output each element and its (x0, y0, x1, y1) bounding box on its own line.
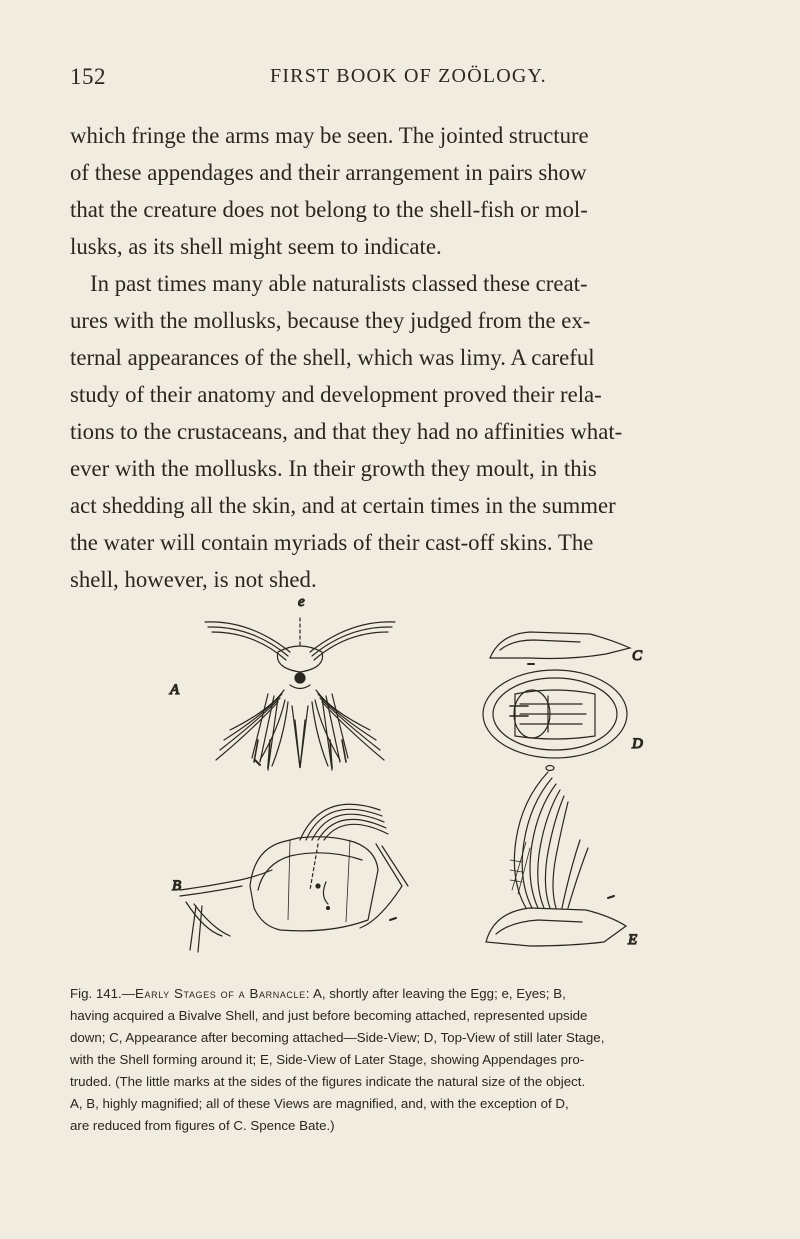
barnacle-illustration (150, 590, 690, 975)
running-head (0, 64, 800, 94)
caption-line (70, 983, 782, 1005)
caption-fig-title: Early Stages of a Barnacle: (135, 986, 311, 1001)
caption-fig-label: Fig. 141.— (70, 986, 136, 1001)
caption-line: down; C, Appearance after becoming attached—Side-View; D, Top-View of still later Stage, (70, 1030, 605, 1045)
caption-line: with the Shell forming around it; E, Side-View of Later Stage, showing Appendages pro- (70, 1052, 585, 1067)
figure-label-d: D (632, 736, 643, 752)
caption-line: A, B, highly magnified; all of these Views are magnified, and, with the exception of D, (70, 1096, 569, 1111)
running-title: FIRST BOOK OF ZOÖLOGY. (270, 65, 547, 87)
text-line: In past times many able naturalists classed these creat- (90, 271, 588, 296)
text-line: ever with the mollusks. In their growth they moult, in this (70, 456, 597, 481)
text-line: act shedding all the skin, and at certain times in the summer (70, 493, 616, 518)
figure-b-bivalve (180, 804, 408, 952)
figure-label-a: A (170, 682, 180, 698)
text-line: lusks, as its shell might seem to indicate. (70, 234, 442, 259)
text-line: of these appendages and their arrangement in pairs show (70, 160, 587, 185)
figure-c-attached (490, 632, 630, 664)
figure-label-c: C (632, 648, 643, 664)
text-line: which fringe the arms may be seen. The jointed structure (70, 123, 589, 148)
body-text (70, 117, 788, 598)
text-line: study of their anatomy and development proved their rela- (70, 382, 602, 407)
barnacle-figure (150, 590, 690, 975)
caption-line: having acquired a Bivalve Shell, and just before becoming attached, represented upside (70, 1008, 588, 1023)
figure-label-e-stage: E (628, 932, 638, 948)
text-line: the water will contain myriads of their cast-off skins. The (70, 530, 594, 555)
text-line: ternal appearances of the shell, which was limy. A careful (70, 345, 595, 370)
text-line: ures with the mollusks, because they judged from the ex- (70, 308, 591, 333)
figure-d-top-view (483, 670, 627, 771)
figure-e-later-stage (486, 772, 626, 946)
text-line: tions to the crustaceans, and that they had no affinities what- (70, 419, 623, 444)
figure-caption (70, 983, 782, 1137)
figure-label-b: B (172, 878, 182, 894)
figure-label-e: e (298, 594, 305, 610)
figure-a-larva (205, 618, 395, 770)
caption-line: are reduced from figures of C. Spence Bate.) (70, 1118, 335, 1133)
caption-line: truded. (The little marks at the sides of the figures indicate the natural size of the object. (70, 1074, 586, 1089)
text-line: that the creature does not belong to the shell-fish or mol- (70, 197, 588, 222)
page-number: 152 (70, 64, 106, 89)
caption-line-rest: A, shortly after leaving the Egg; e, Eyes; B, (310, 986, 566, 1001)
text-line: shell, however, is not shed. (70, 567, 317, 592)
